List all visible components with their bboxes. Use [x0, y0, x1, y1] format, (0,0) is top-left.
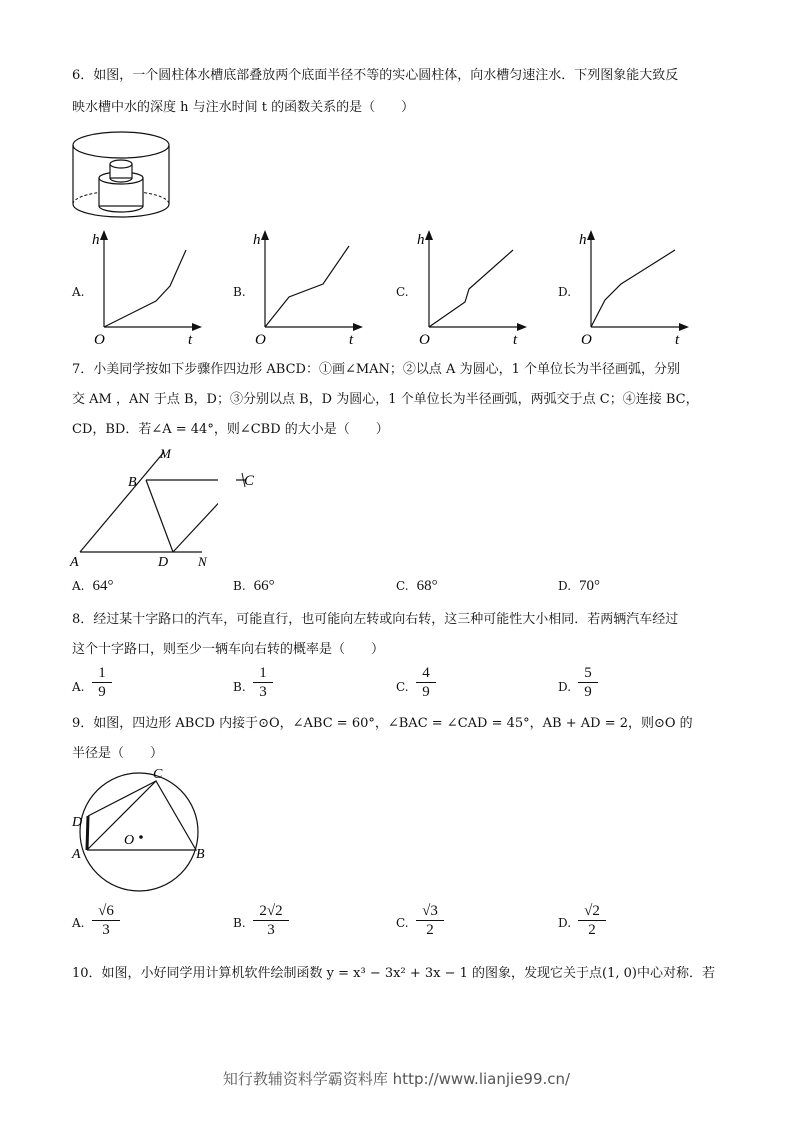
q8-text-line1: 8．经过某十字路口的汽车，可能直行，也可能向左转或向右转，这三种可能性大小相同．若两辆汽车经过 — [72, 612, 679, 627]
axis-label-t: t — [188, 332, 193, 348]
q9-text-line1: 9．如图，四边形 ABCD 内接于⊙O，∠ABC = 60°，∠BAC = ∠CAD = 45°，AB + AD = 2，则⊙O 的 — [72, 716, 693, 731]
axis-label-h: h — [92, 232, 100, 248]
q6-tank-figure — [68, 128, 174, 224]
q8-option-b-label: B. — [233, 680, 246, 694]
q9-option-a-label: A. — [72, 916, 85, 930]
q9-option-c-label: C. — [396, 916, 409, 930]
point-label-m: M — [160, 446, 171, 461]
origin-label: O — [255, 332, 266, 348]
q6-graph-a — [88, 230, 208, 350]
q6-option-c-label: C. — [396, 285, 409, 299]
point-label-c: C — [153, 767, 163, 782]
q6-option-b-label: B. — [233, 285, 246, 299]
q7-text-line2: 交 AM ，AN 于点 B，D；③分别以点 B，D 为圆心，1 个单位长为半径画弧，两弧交于点 C；④连接 BC， — [72, 392, 699, 407]
origin-label: O — [581, 332, 592, 348]
q6-graph-c — [413, 230, 533, 350]
point-label-b: B — [196, 847, 205, 862]
svg-text:C: C — [244, 473, 255, 489]
q7-rhombus-figure — [68, 444, 218, 572]
q8-option-d-label: D. — [558, 680, 572, 694]
axis-label-h: h — [253, 232, 261, 248]
point-label-o: O — [124, 833, 135, 848]
q9-option-b-label: B. — [233, 916, 246, 930]
q6-text-line1: 6．如图，一个圆柱体水槽底部叠放两个底面半径不等的实心圆柱体，向水槽匀速注水．下列图象能大致反 — [72, 68, 679, 83]
q6-graph-b — [249, 230, 369, 350]
q6-text-line2: 映水槽中水的深度 h 与注水时间 t 的函数关系的是（ ） — [72, 100, 415, 115]
axis-label-t: t — [513, 332, 518, 348]
q7-option-c: C. 68° — [396, 578, 438, 594]
q8-option-b-fraction: $\frac{1}{3}$ — [253, 664, 273, 701]
q8-option-d-fraction: $\frac{5}{9}$ — [578, 664, 598, 701]
point-label-b: B — [128, 475, 137, 490]
q8-option-c-label: C. — [396, 680, 409, 694]
q7-text-line3: CD，BD．若∠A = 44°，则∠CBD 的大小是（ ） — [72, 422, 389, 437]
q9-text-line2: 半径是（ ） — [72, 746, 164, 761]
q8-option-a-label: A. — [72, 680, 85, 694]
q9-option-b-fraction: $\frac{2√2}{3}$ — [253, 902, 289, 939]
q7-option-a: A. 64° — [72, 578, 114, 594]
axis-label-t: t — [349, 332, 354, 348]
origin-label: O — [94, 332, 105, 348]
q7-text-line1: 7．小美同学按如下步骤作四边形 ABCD：①画∠MAN；②以点 A 为圆心，1 个单位长为半径画弧，分别 — [72, 362, 680, 377]
point-label-d: D — [72, 815, 83, 830]
point-label-a: A — [70, 555, 79, 570]
q9-option-a-fraction: $\frac{√6}{3}$ — [92, 902, 120, 939]
q6-graph-d — [575, 230, 695, 350]
point-label-d: D — [158, 555, 169, 570]
q7-option-d: D. 70° — [558, 578, 601, 594]
axis-label-h: h — [579, 232, 587, 248]
q9-circle-figure — [68, 764, 214, 894]
point-label-n: N — [198, 554, 207, 569]
q7-point-c-label — [236, 470, 260, 490]
point-label-a: A — [72, 847, 81, 862]
q9-option-c-fraction: $\frac{√3}{2}$ — [416, 902, 444, 939]
q6-option-a-label: A. — [72, 285, 85, 299]
page-footer-watermark: 知行教辅资料学霸资料库 http://www.lianjie99.cn/ — [222, 1070, 571, 1088]
q6-option-d-label: D. — [558, 285, 572, 299]
q9-option-d-fraction: $\frac{√2}{2}$ — [578, 902, 606, 939]
origin-label: O — [419, 332, 430, 348]
axis-label-t: t — [675, 332, 680, 348]
q8-option-c-fraction: $\frac{4}{9}$ — [416, 664, 436, 701]
q8-text-line2: 这个十字路口，则至少一辆车向右转的概率是（ ） — [72, 642, 385, 657]
q10-text-line1: 10．如图，小好同学用计算机软件绘制函数 y = x³ − 3x² + 3x − 1 的图象，发现它关于点(1, 0)中心对称．若 — [72, 966, 715, 981]
q9-option-d-label: D. — [558, 916, 572, 930]
q7-option-b: B. 66° — [233, 578, 275, 594]
q8-option-a-fraction: $\frac{1}{9}$ — [92, 664, 112, 701]
axis-label-h: h — [417, 232, 425, 248]
